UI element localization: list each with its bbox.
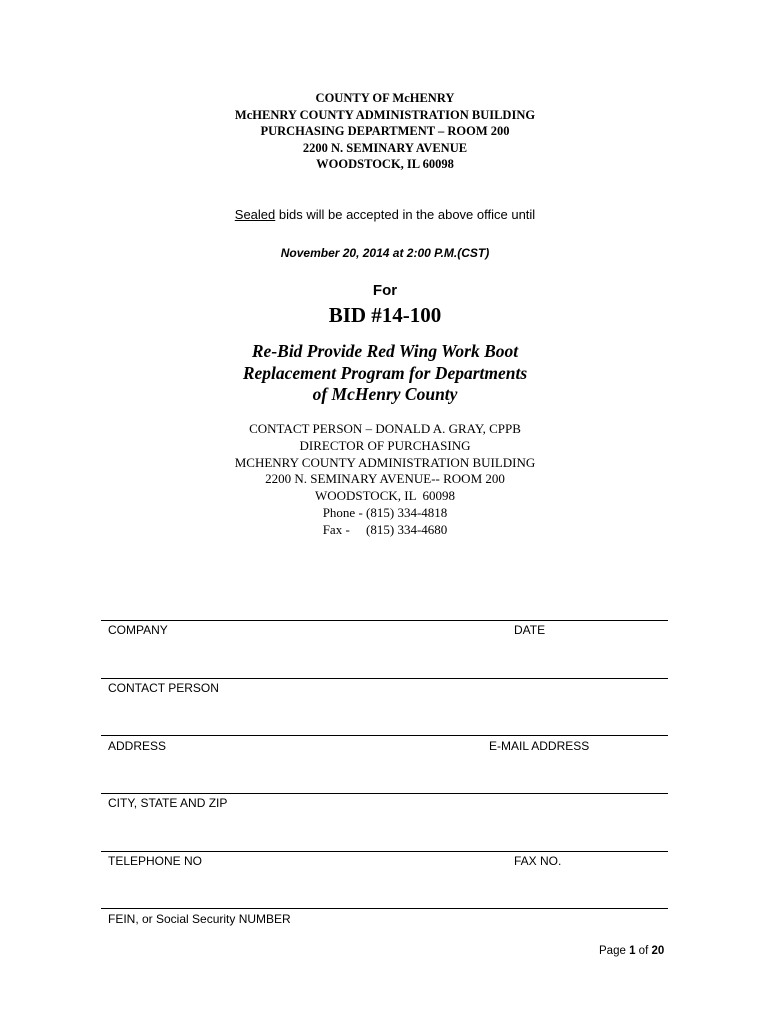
bid-deadline: November 20, 2014 at 2:00 P.M.(CST) — [280, 246, 490, 260]
bid-title — [0, 341, 770, 406]
contact-person-label: CONTACT PERSON — [108, 681, 219, 695]
company-label: COMPANY — [108, 623, 168, 637]
contact-city-line: WOODSTOCK, IL 60098 — [314, 488, 456, 504]
telephone-label: TELEPHONE NO — [108, 854, 203, 868]
page-word: Page — [599, 945, 626, 957]
contact-block — [0, 421, 770, 539]
contact-fax-line: Fax - (815) 334-4680 — [322, 521, 448, 537]
contact-street-line: 2200 N. SEMINARY AVENUE-- ROOM 200 — [265, 471, 505, 487]
contact-phone-line: Phone - (815) 334-4818 — [322, 504, 448, 520]
for-label: For — [372, 282, 398, 299]
of-word: of — [638, 945, 649, 957]
header-line-county: COUNTY OF McHENRY — [315, 91, 455, 105]
contact-person-line: CONTACT PERSON – DONALD A. GRAY, CPPB — [249, 421, 521, 436]
city-state-zip-rule — [101, 793, 668, 794]
address-label: ADDRESS — [108, 739, 167, 753]
page-current: 1 — [629, 945, 636, 957]
county-header — [0, 90, 770, 173]
bid-title-line: of McHenry County — [312, 384, 458, 405]
bid-title-line: Re-Bid Provide Red Wing Work Boot — [251, 341, 519, 361]
page-number — [599, 944, 664, 958]
page-total: 20 — [651, 945, 665, 957]
contact-building-line: MCHENRY COUNTY ADMINISTRATION BUILDING — [234, 454, 536, 470]
address-email-rule — [101, 735, 668, 736]
sealed-notice-text: bids will be accepted in the above office until — [275, 207, 536, 222]
bid-number: BID #14-100 — [328, 303, 442, 327]
contact-title-line: DIRECTOR OF PURCHASING — [299, 437, 471, 453]
city-state-zip-label: CITY, STATE AND ZIP — [108, 796, 228, 810]
bid-title-line: Replacement Program for Departments — [242, 362, 528, 383]
header-line-department: PURCHASING DEPARTMENT – ROOM 200 — [260, 124, 510, 139]
email-address-label: E-MAIL ADDRESS — [489, 739, 590, 753]
contact-person-rule — [101, 678, 668, 679]
company-date-rule — [101, 620, 668, 621]
fein-rule — [101, 908, 668, 909]
sealed-word: Sealed — [234, 207, 276, 222]
fax-label: FAX NO. — [514, 854, 562, 868]
header-line-city: WOODSTOCK, IL 60098 — [316, 157, 454, 172]
header-line-building: McHENRY COUNTY ADMINISTRATION BUILDING — [234, 107, 536, 122]
date-label: DATE — [514, 623, 546, 637]
sealed-bids-notice — [0, 207, 770, 223]
telephone-fax-rule — [101, 851, 668, 852]
fein-label: FEIN, or Social Security NUMBER — [108, 912, 291, 926]
header-line-street: 2200 N. SEMINARY AVENUE — [302, 140, 468, 155]
